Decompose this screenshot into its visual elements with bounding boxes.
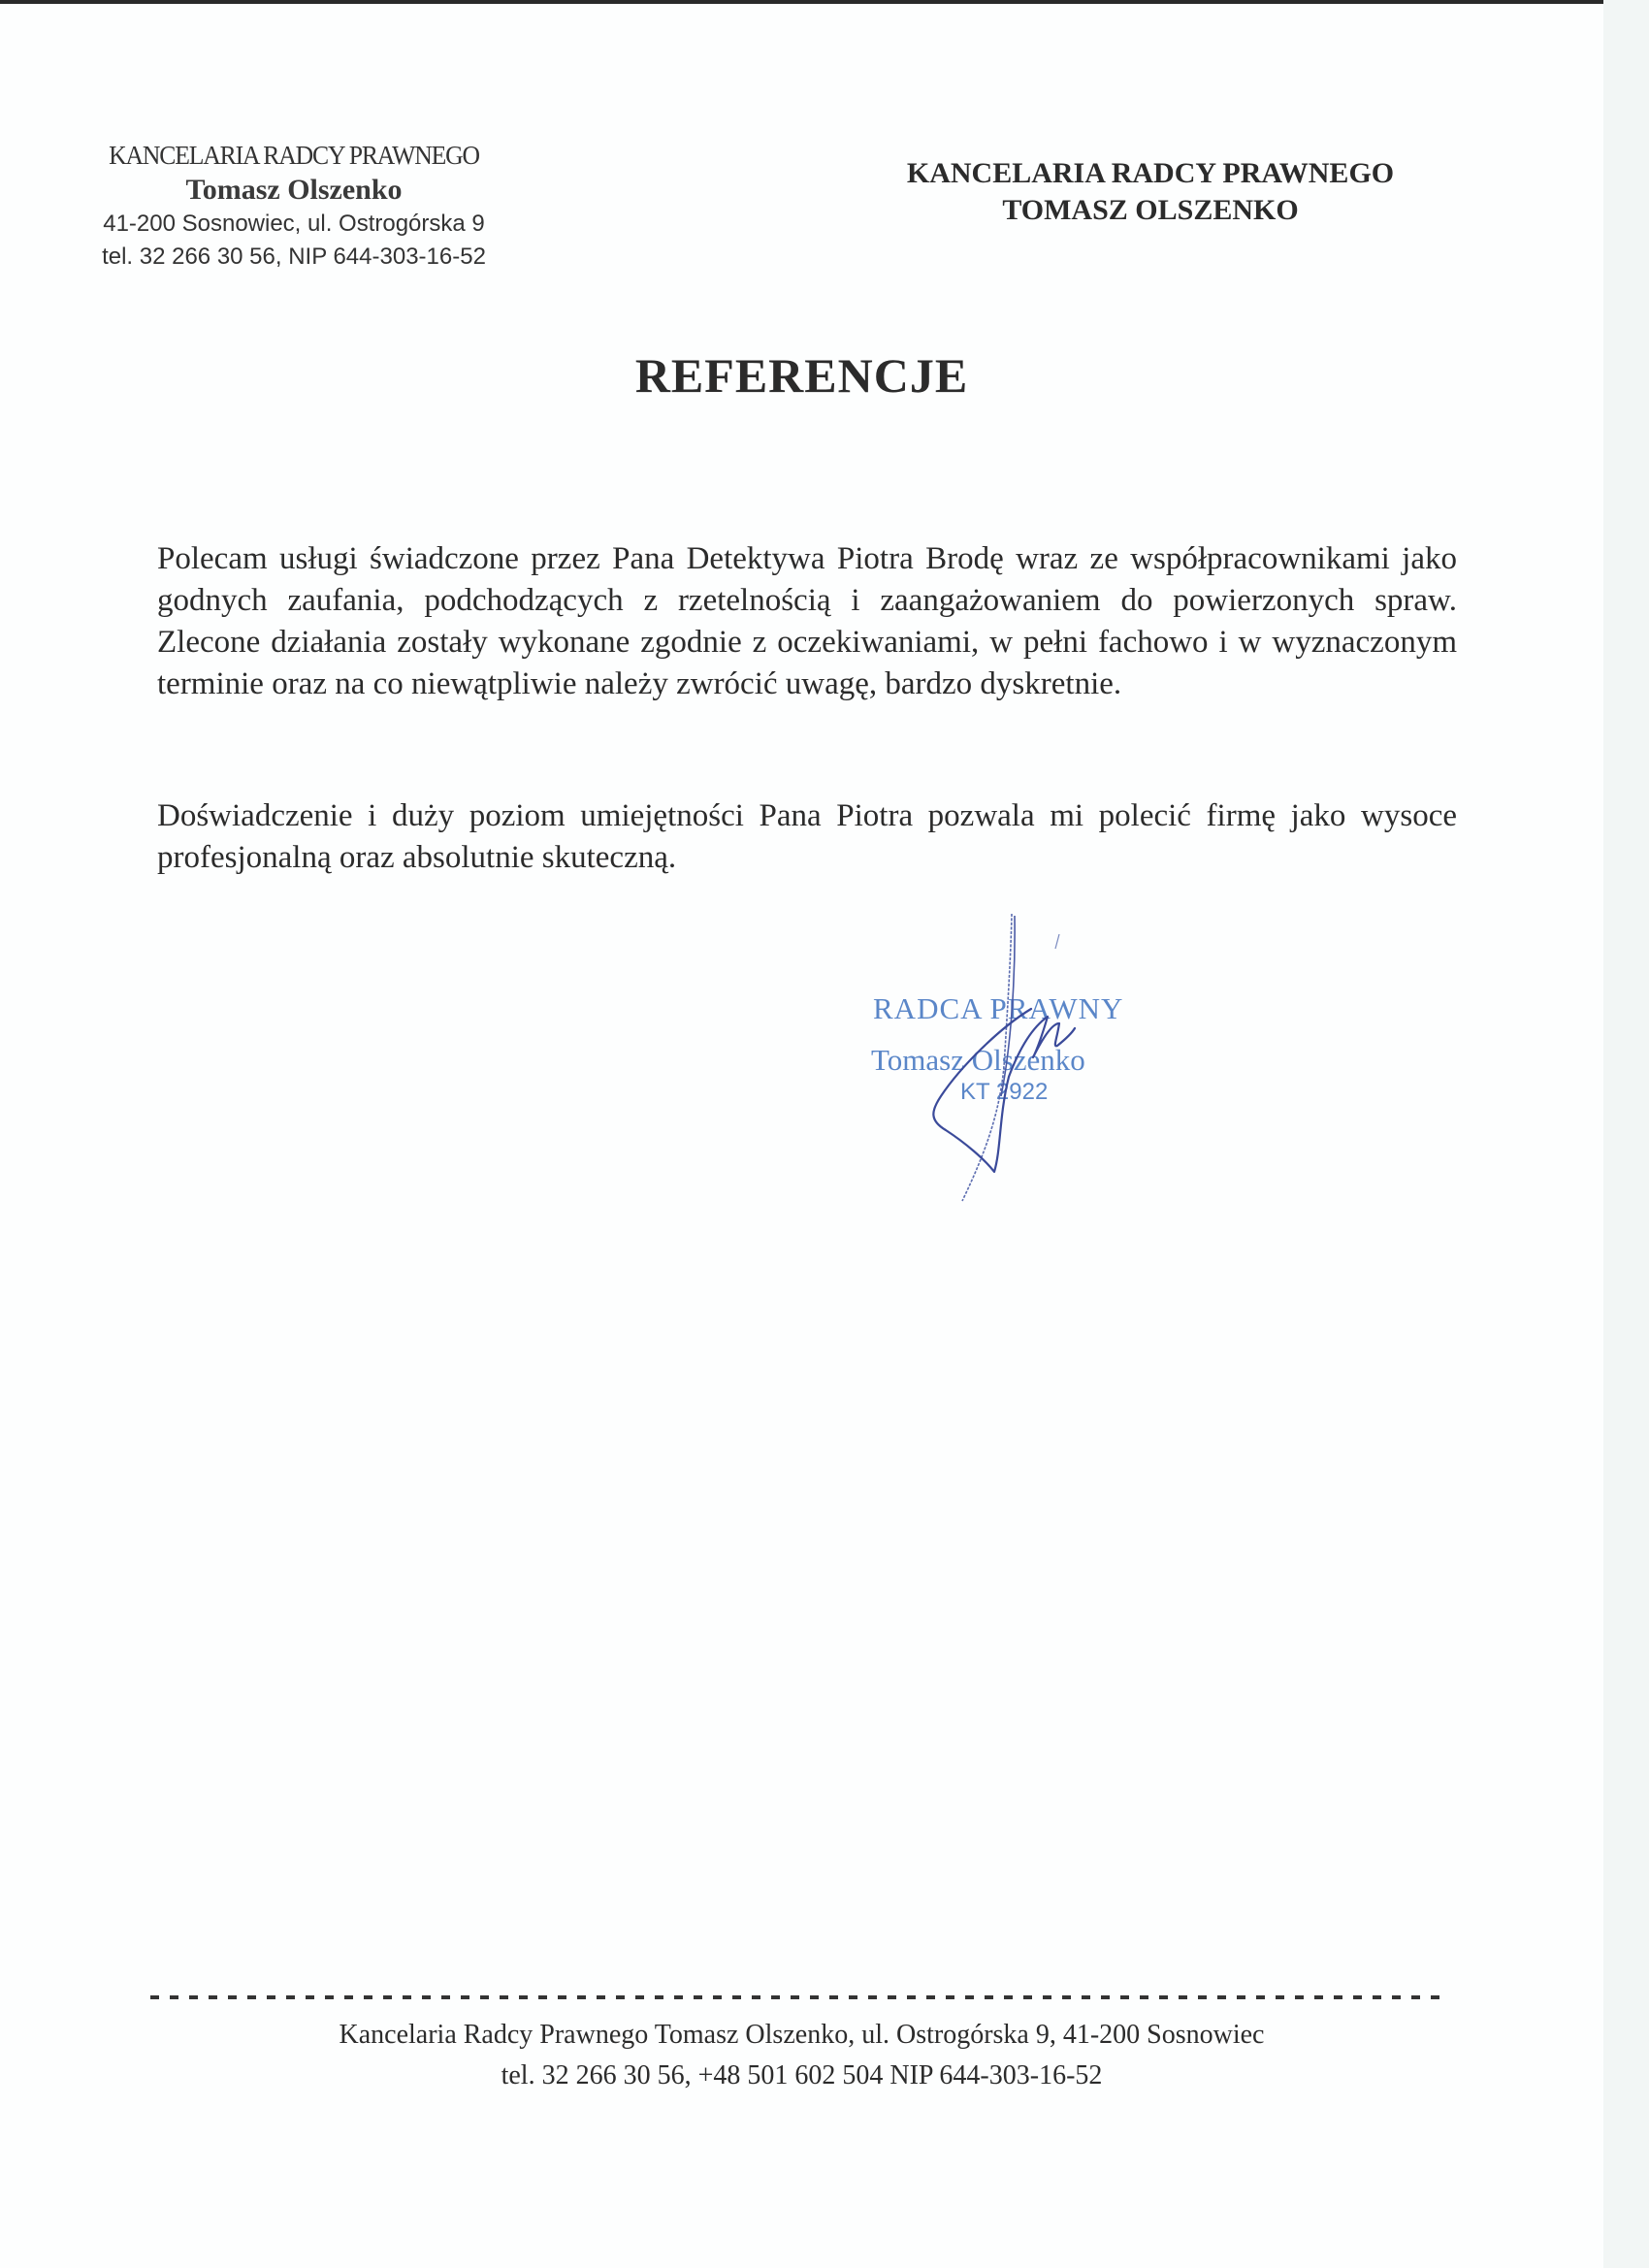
signature-stroke-main: [933, 1009, 1075, 1172]
letterhead-right-name: TOMASZ OLSZENKO: [1002, 194, 1299, 226]
stamp-license-number: KT 2922: [960, 1079, 1049, 1105]
body-paragraph-2: Doświadczenie i duży poziom umiejętności Pana Piotra pozwala mi polecić firmę jako wysoce profesjonalną oraz absolutnie skuteczną.: [157, 798, 1457, 875]
letterhead-left-address: 41-200 Sosnowiec, ul. Ostrogórska 9: [103, 211, 485, 237]
body-paragraph-1: Polecam usługi świadczone przez Pana Detektywa Piotra Brodę wraz ze współpracownikami jako godnych zaufania, podchodzących z rzetelnością i zaangażowaniem do powierzonych spraw. Zlecone działania zostały wykonane zgodnie z oczekiwaniami, w pełni fachowo i w wyznaczonym terminie oraz na co niewątpliwie należy zwrócić uwagę, bardzo dyskretnie.: [157, 541, 1457, 701]
footer-address: Kancelaria Radcy Prawnego Tomasz Olszenko, ul. Ostrogórska 9, 41-200 Sosnowiec: [339, 2020, 1265, 2050]
handwritten-signature: [854, 902, 1183, 1222]
footer-dashed-divider: [150, 1995, 1445, 1999]
stamp-title: RADCA PRAWNY: [873, 991, 1124, 1025]
letterhead-left-name: Tomasz Olszenko: [185, 174, 403, 206]
letterhead-left-contact: tel. 32 266 30 56, NIP 644-303-16-52: [102, 243, 486, 270]
scan-top-border: [0, 0, 1603, 4]
letterhead-right-firm: KANCELARIA RADCY PRAWNEGO: [906, 157, 1395, 189]
letterhead-stamp-left: [85, 138, 502, 274]
letterhead-right: [854, 155, 1447, 229]
signature-stroke-accent: [1055, 934, 1059, 949]
letterhead-left-firm: KANCELARIA RADCY PRAWNEGO: [109, 141, 479, 170]
signature-stroke-vertical: [962, 914, 1012, 1201]
footer-contact: tel. 32 266 30 56, +48 501 602 504 NIP 644-303-16-52: [501, 2060, 1103, 2090]
stamp-name: Tomasz Olszenko: [871, 1043, 1085, 1077]
document-title: REFERENCJE: [634, 348, 969, 403]
